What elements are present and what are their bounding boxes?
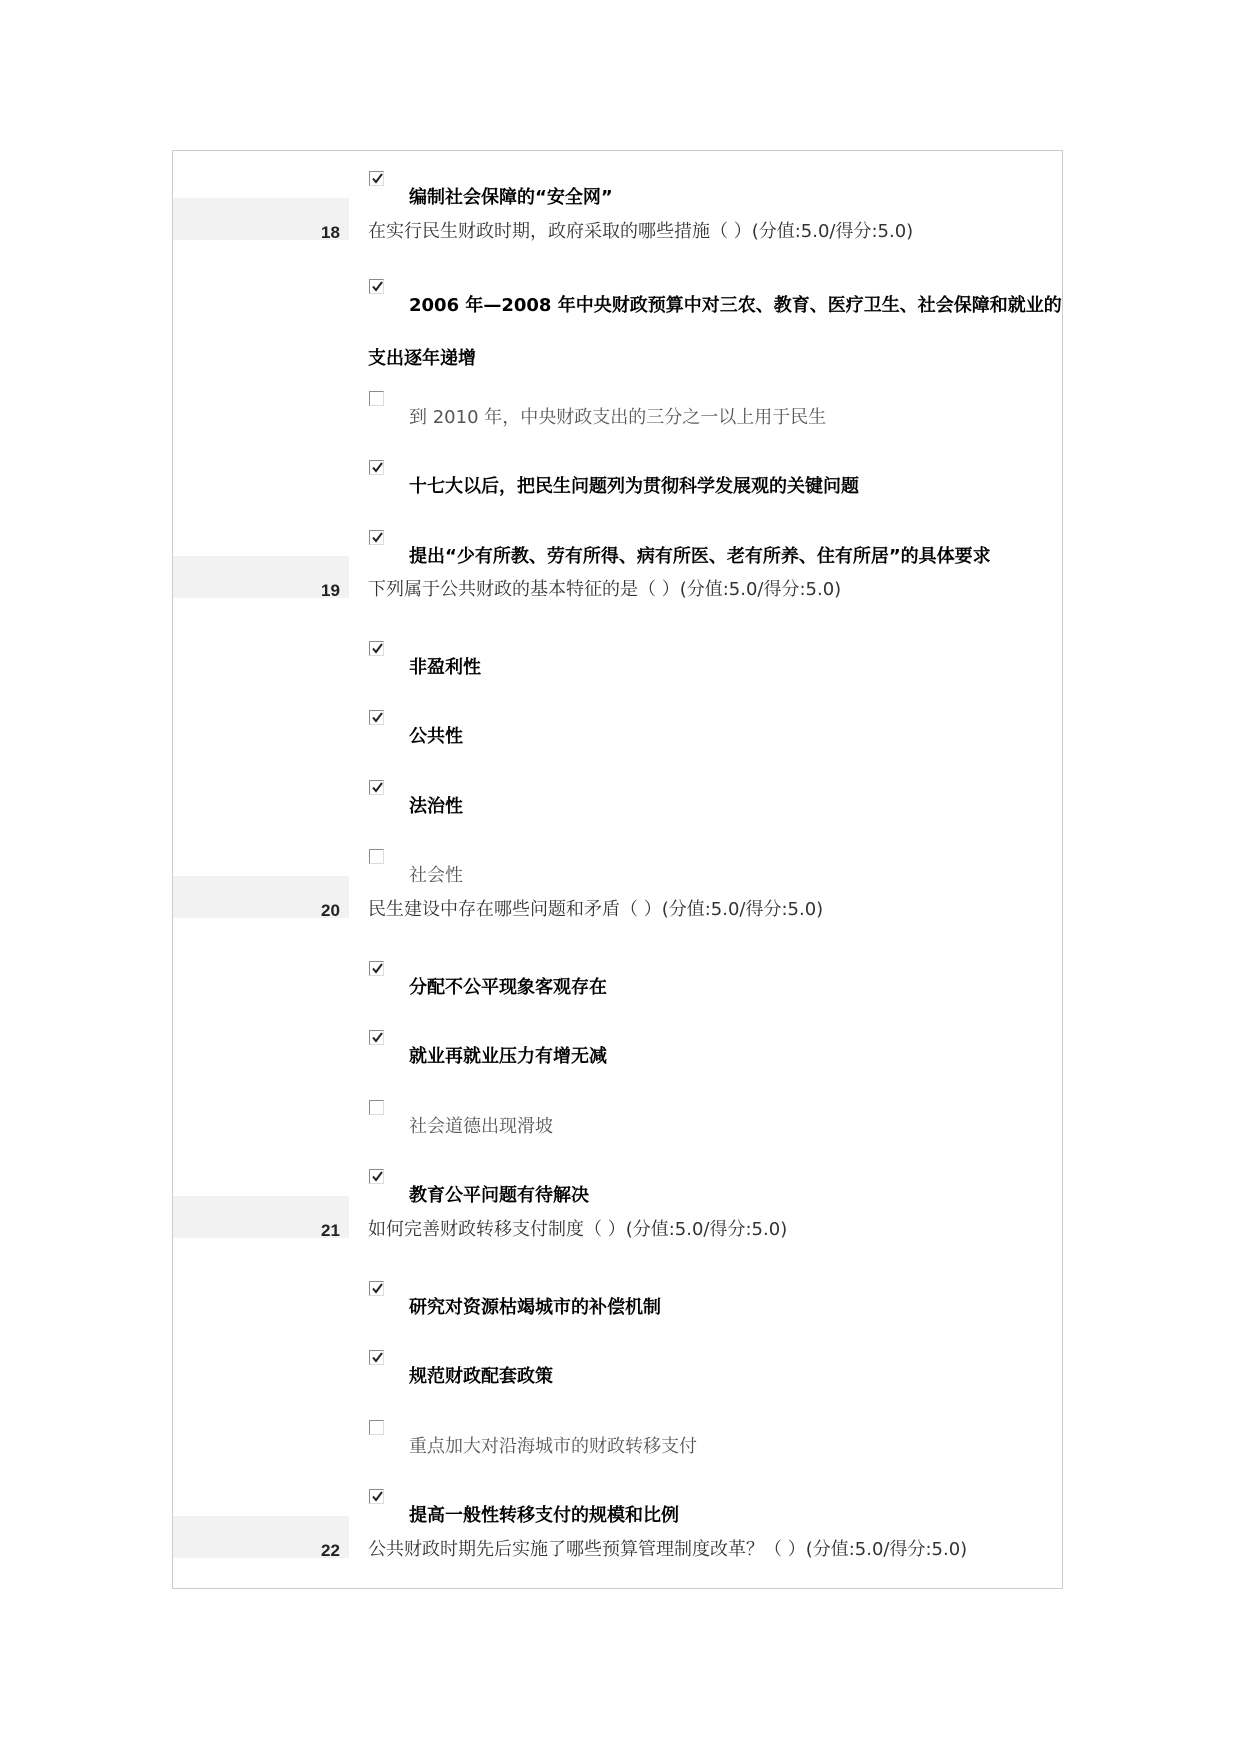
option-label: 非盈利性 (409, 657, 481, 678)
checkmark-icon (371, 461, 384, 474)
option-label: 公共性 (409, 726, 463, 747)
checkmark-icon (371, 1170, 384, 1183)
question-text: 下列属于公共财政的基本特征的是（ ）(分值:5.0/得分:5.0) (368, 579, 842, 600)
quiz-frame (172, 150, 1063, 1589)
checkbox-checked[interactable] (369, 460, 384, 475)
checkmark-icon (371, 1282, 384, 1295)
question-number: 21 (321, 1221, 340, 1240)
checkmark-icon (371, 962, 384, 975)
question-text: 在实行民生财政时期，政府采取的哪些措施（ ）(分值:5.0/得分:5.0) (368, 221, 914, 242)
question-number: 22 (321, 1541, 340, 1560)
checkmark-icon (371, 1351, 384, 1364)
checkbox-unchecked[interactable] (369, 391, 384, 406)
option-label: 编制社会保障的“安全网” (409, 187, 613, 208)
question-row-20 (173, 876, 1062, 918)
checkmark-icon (371, 781, 384, 794)
checkbox-checked[interactable] (369, 1030, 384, 1045)
checkmark-icon (371, 172, 384, 185)
option-label: 2006 年—2008 年中央财政预算中对三农、教育、医疗卫生、社会保障和就业的 (409, 295, 1062, 316)
checkbox-checked[interactable] (369, 1169, 384, 1184)
question-number: 19 (321, 581, 340, 600)
checkbox-checked[interactable] (369, 1489, 384, 1504)
option-label: 规范财政配套政策 (409, 1366, 553, 1387)
checkbox-checked[interactable] (369, 530, 384, 545)
question-number: 20 (321, 901, 340, 920)
checkmark-icon (371, 1490, 384, 1503)
option-label: 到 2010 年，中央财政支出的三分之一以上用于民生 (409, 407, 827, 428)
checkmark-icon (371, 1031, 384, 1044)
checkbox-checked[interactable] (369, 279, 384, 294)
checkbox-checked[interactable] (369, 1350, 384, 1365)
checkmark-icon (371, 711, 384, 724)
option-label: 十七大以后，把民生问题列为贯彻科学发展观的关键问题 (409, 476, 859, 497)
option-label-continuation: 支出逐年递增 (368, 348, 476, 369)
checkbox-unchecked[interactable] (369, 849, 384, 864)
checkbox-checked[interactable] (369, 171, 384, 186)
option-label: 分配不公平现象客观存在 (409, 977, 607, 998)
checkbox-unchecked[interactable] (369, 1420, 384, 1435)
question-row-19 (173, 556, 1062, 598)
question-row-21 (173, 1196, 1062, 1238)
checkbox-checked[interactable] (369, 641, 384, 656)
checkbox-checked[interactable] (369, 780, 384, 795)
option-label: 提高一般性转移支付的规模和比例 (409, 1505, 679, 1526)
checkmark-icon (371, 280, 384, 293)
checkmark-icon (371, 531, 384, 544)
checkbox-checked[interactable] (369, 961, 384, 976)
question-text: 公共财政时期先后实施了哪些预算管理制度改革？（ ）(分值:5.0/得分:5.0) (368, 1539, 968, 1560)
option-label: 重点加大对沿海城市的财政转移支付 (409, 1436, 697, 1457)
option-label: 研究对资源枯竭城市的补偿机制 (409, 1297, 661, 1318)
option-label: 提出“少有所教、劳有所得、病有所医、老有所养、住有所居”的具体要求 (409, 546, 991, 567)
option-label: 就业再就业压力有增无减 (409, 1046, 607, 1067)
question-text: 如何完善财政转移支付制度（ ）(分值:5.0/得分:5.0) (368, 1219, 788, 1240)
option-label: 教育公平问题有待解决 (409, 1185, 589, 1206)
checkbox-unchecked[interactable] (369, 1100, 384, 1115)
checkmark-icon (371, 642, 384, 655)
checkbox-checked[interactable] (369, 710, 384, 725)
question-row-22 (173, 1516, 1062, 1558)
option-label: 法治性 (409, 796, 463, 817)
option-label: 社会道德出现滑坡 (409, 1116, 553, 1137)
option-label: 社会性 (409, 865, 463, 886)
checkbox-checked[interactable] (369, 1281, 384, 1296)
question-number: 18 (321, 223, 340, 242)
question-text: 民生建设中存在哪些问题和矛盾（ ）(分值:5.0/得分:5.0) (368, 899, 824, 920)
question-row-18 (173, 198, 1062, 240)
